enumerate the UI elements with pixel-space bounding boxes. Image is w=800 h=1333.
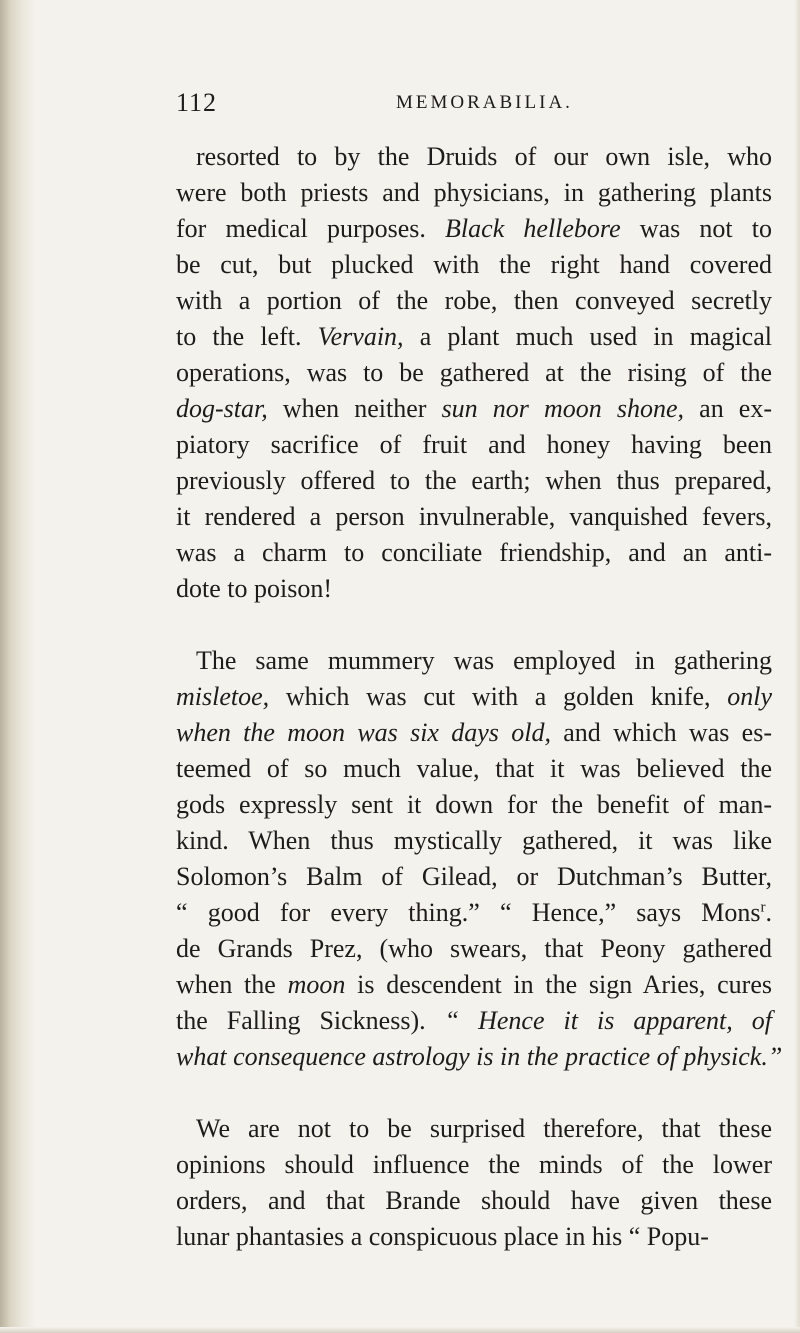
- text-run: when the: [176, 970, 288, 999]
- text-line: [176, 1003, 772, 1039]
- text-run: it rendered a person invulnerable, vanquished fevers,: [176, 502, 772, 531]
- superscript: r: [760, 899, 766, 916]
- text-run: .: [765, 898, 772, 927]
- italic-run: Vervain,: [317, 322, 404, 351]
- text-run: was a charm to conciliate friendship, and an anti-: [176, 538, 772, 567]
- text-run: The same mummery was employed in gathering: [196, 646, 772, 675]
- text-run: Solomon’s Balm of Gilead, or Dutchman’s Butter,: [176, 862, 772, 891]
- text-line: [176, 679, 772, 715]
- text-line: [176, 1219, 772, 1255]
- text-line: [176, 535, 772, 571]
- italic-run: sun nor moon shone,: [441, 394, 685, 423]
- text-run: opinions should influence the minds of the lower: [176, 1150, 772, 1179]
- page-number: 112: [176, 88, 218, 117]
- text-run: when neither: [267, 394, 442, 423]
- text-line: [176, 175, 772, 211]
- italic-run: moon: [287, 970, 346, 999]
- text-run: teemed of so much value, that it was believed the: [176, 754, 772, 783]
- paragraph-gap: [176, 607, 772, 643]
- text-line: [176, 283, 772, 319]
- text-run: lunar phantasies a conspicuous place in his “ Popu-: [176, 1222, 709, 1251]
- text-line: [176, 1183, 772, 1219]
- text-line: [176, 787, 772, 823]
- text-run: and which was es-: [550, 718, 772, 747]
- text-line: [176, 823, 772, 859]
- italic-run: dog-star,: [176, 394, 268, 423]
- text-run: with a portion of the robe, then conveyed secretly: [176, 286, 772, 315]
- text-line: [176, 1039, 783, 1075]
- text-run: “ good for every thing.” “ Hence,” says Mons: [176, 898, 761, 927]
- text-run: the Falling Sickness).: [176, 1006, 445, 1035]
- paragraph-gap: [176, 1075, 772, 1111]
- text-run: kind. When thus mystically gathered, it was like: [176, 826, 772, 855]
- text-run: was not to: [620, 214, 773, 243]
- text-line: [176, 1147, 772, 1183]
- text-run: be cut, but plucked with the right hand covered: [176, 250, 772, 279]
- text-run: which was cut with a golden knife,: [269, 682, 728, 711]
- text-line: [176, 427, 772, 463]
- text-run: an ex-: [684, 394, 772, 423]
- text-line: [176, 355, 772, 391]
- page-right-edge: [794, 0, 800, 1333]
- text-line: [176, 1111, 772, 1147]
- text-run: previously offered to the earth; when thus prepared,: [176, 466, 772, 495]
- text-run: piatory sacrifice of fruit and honey having been: [176, 430, 772, 459]
- text-line: [176, 643, 772, 679]
- text-line: [176, 391, 772, 427]
- text-line: [176, 463, 772, 499]
- text-run: is descendent in the sign Aries, cures: [345, 970, 772, 999]
- text-run: a plant much used in magical: [403, 322, 772, 351]
- text-line: [176, 499, 772, 535]
- text-run: de Grands Prez, (who swears, that Peony gathered: [176, 934, 772, 963]
- text-run: dote to poison!: [176, 574, 332, 603]
- text-run: We are not to be surprised therefore, that these: [196, 1114, 772, 1143]
- page-binding-shadow: [0, 0, 36, 1333]
- text-line: [176, 139, 772, 175]
- italic-run: what consequence astrology is in the practice of physick.”: [176, 1042, 783, 1071]
- text-line: [176, 967, 772, 1003]
- text-line: [176, 859, 772, 895]
- text-run: to the left.: [176, 322, 318, 351]
- body-text: [176, 139, 783, 1255]
- text-run: gods expressly sent it down for the benefit of man-: [176, 790, 772, 819]
- text-line: [176, 931, 772, 967]
- text-line: [176, 211, 772, 247]
- text-line: [176, 571, 772, 607]
- italic-run: Black hellebore: [445, 214, 621, 243]
- text-run: orders, and that Brande should have given these: [176, 1186, 772, 1215]
- text-line: [176, 895, 772, 931]
- text-run: for medical purposes.: [176, 214, 446, 243]
- text-line: [176, 751, 772, 787]
- text-line: [176, 715, 772, 751]
- italic-run: only: [727, 682, 772, 711]
- text-run: were both priests and physicians, in gathering plants: [176, 178, 772, 207]
- text-line: [176, 319, 772, 355]
- text-run: operations, was to be gathered at the rising of the: [176, 358, 772, 387]
- running-head: MEMORABILIA.: [396, 92, 573, 113]
- page-bottom-edge: [0, 1327, 800, 1333]
- italic-run: misletoe,: [176, 682, 270, 711]
- text-run: resorted to by the Druids of our own isle, who: [196, 142, 772, 171]
- text-line: [176, 247, 772, 283]
- italic-run: when the moon was six days old,: [176, 718, 551, 747]
- page-header: [176, 88, 676, 118]
- italic-run: “ Hence it is apparent, of: [444, 1006, 772, 1035]
